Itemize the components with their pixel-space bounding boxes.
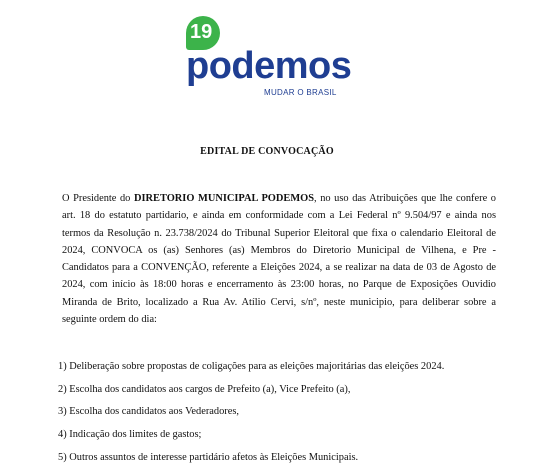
agenda-item: 2) Escolha dos candidatos aos cargos de Prefeito (a), Vice Prefeito (a), <box>58 383 351 395</box>
paragraph-organization: DIRETORIO MUNICIPAL PODEMOS <box>133 193 314 204</box>
agenda-item: 4) Indicação dos limites de gastos; <box>58 429 202 441</box>
paragraph-lead: O Presidente do <box>62 193 134 204</box>
logo-wordmark: podemos <box>186 45 352 87</box>
paragraph-body: , no uso das Atribuições que lhe confere o art. 18 do estatuto partidario, e ainda em conformidade com a Lei Federal nº 9.504/97 e ainda nos termos da Resolução n. 23.738/2024 do Tribunal Superior Eleitoral que fixa o calendario Eleitoral de 2024, CONVOCA os (as) Senhores (as) Membros do Diretorio Municipal de Vilhena, e Pre - Candidatos para a CONVENÇÃO, referente a Eleições 2024, a se realizar na data de 03 de Agosto de 2024, com início às 18:00 horas e encerramento às 23:00 horas, no Parque de Exposições Ouvidio Miranda de Brito, localizado a Rua Av. Atílio Cervi, s/nº, neste municipio, para deliberar sobre a seguinte ordem do dia: <box>62 193 496 326</box>
logo-number: 19 <box>190 21 213 43</box>
agenda-item: 5) Outros assuntos de interesse partidário afetos às Eleições Municipais. <box>58 451 359 463</box>
document-title: EDITAL DE CONVOCAÇÃO <box>200 146 334 157</box>
agenda-list <box>58 358 518 471</box>
agenda-item: 3) Escolha dos candidatos aos Vederadores, <box>58 406 240 418</box>
convocation-paragraph <box>62 190 496 328</box>
agenda-item: 1) Deliberação sobre propostas de coligações para as eleições majoritárias das eleições 2024. <box>58 361 445 372</box>
podemos-logo <box>186 16 366 108</box>
logo-tagline: MUDAR O BRASIL <box>264 88 337 97</box>
